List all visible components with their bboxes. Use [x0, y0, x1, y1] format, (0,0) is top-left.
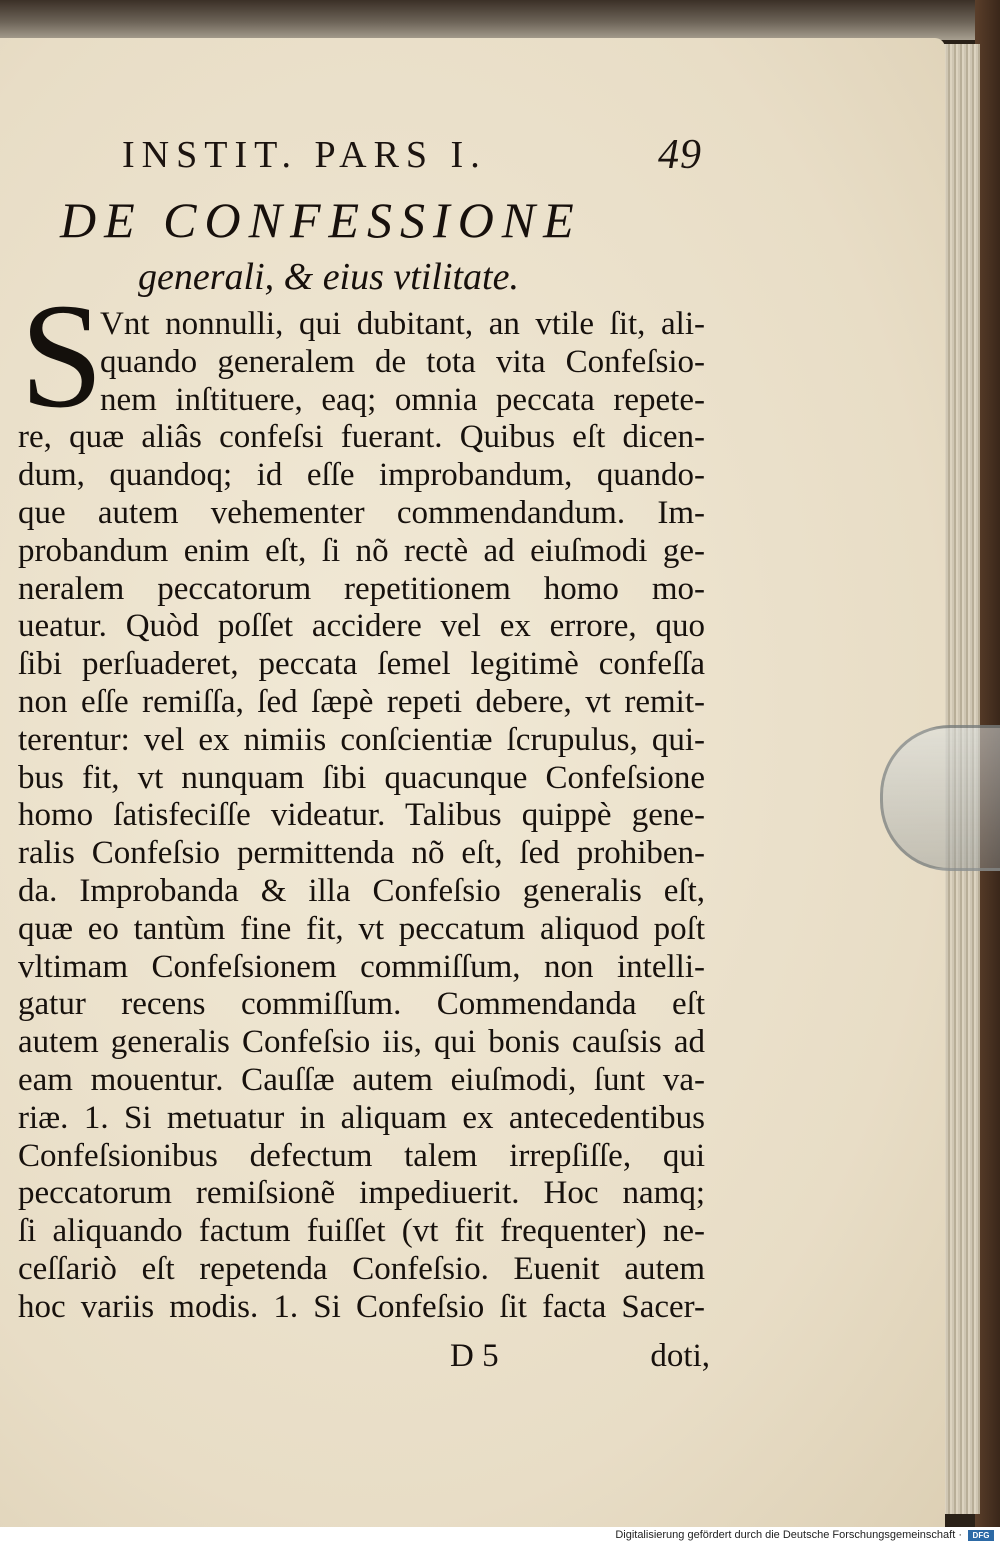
body-line: eam mouentur. Cauſſæ autem eiuſmodi, ſunt va-: [18, 1062, 705, 1098]
body-line: peccatorum remiſsionẽ impediuerit. Hoc namq;: [18, 1175, 705, 1212]
body-line: ueatur. Quòd poſſet accidere vel ex errore, quo: [18, 608, 705, 645]
chapter-subtitle: generali, & eius vtilitate.: [138, 256, 519, 298]
body-line: que autem vehementer commendandum. Im-: [18, 495, 705, 531]
body-line: ralis Confeſsio permittenda nõ eſt, ſed prohiben-: [18, 835, 705, 872]
body-line: ſi aliquando factum fuiſſet (vt fit frequenter) ne-: [18, 1213, 705, 1250]
running-head: [122, 133, 712, 183]
body-line: ceſſariò eſt repetenda Confeſsio. Euenit autem: [18, 1251, 705, 1287]
body-line: Confeſsionibus defectum talem irrepſiſſe, qui: [18, 1137, 705, 1174]
book-page: [0, 38, 945, 1527]
body-line: riæ. 1. Si metuatur in aliquam ex antecedentibus: [18, 1099, 705, 1136]
drop-cap-initial: S: [20, 273, 104, 439]
footer-credit: Digitalisierung gefördert durch die Deutsche Forschungsgemeinschaft ·: [615, 1529, 962, 1541]
body-line: neralem peccatorum repetitionem homo mo-: [18, 570, 705, 607]
body-line: nem inſtituere, eaq; omnia peccata repete-: [100, 381, 705, 418]
body-line: Vnt nonnulli, qui dubitant, an vtile ſit, ali-: [100, 306, 705, 342]
chapter-title: DE CONFESSIONE: [60, 192, 582, 248]
catchword-row: [440, 1338, 710, 1378]
body-line: bus fit, vt nunquam ſibi quacunque Confeſsione: [18, 759, 705, 796]
signature-mark: D 5: [450, 1338, 499, 1374]
book-top-edge: [0, 0, 1000, 40]
body-line: non eſſe remiſſa, ſed ſæpè repeti debere, vt remit-: [18, 684, 705, 720]
body-text: [0, 306, 720, 1406]
body-line: re, quæ aliâs confeſsi fuerant. Quibus eſt dicen-: [18, 419, 705, 456]
running-title: INSTIT. PARS I.: [122, 134, 487, 176]
body-line: quæ eo tantùm fine fit, vt peccatum aliquod poſt: [18, 910, 705, 947]
body-line: dum, quandoq; id eſſe improbandum, quando-: [18, 457, 705, 494]
body-line: vltimam Confeſsionem commiſſum, non intelli-: [18, 948, 705, 985]
body-line: quando generalem de tota vita Confeſsio-: [100, 343, 705, 380]
body-line: probandum enim eſt, ſi nõ rectè ad eiuſmodi ge-: [18, 532, 705, 569]
body-line: gatur recens commiſſum. Commendanda eſt: [18, 986, 705, 1023]
page-number: 49: [658, 132, 702, 178]
body-line: hoc variis modis. 1. Si Confeſsio ſit facta Sacer-: [18, 1288, 705, 1325]
body-line: terentur: vel ex nimiis conſcientiæ ſcrupulus, qui-: [18, 721, 705, 758]
dfg-logo: DFG: [968, 1530, 994, 1541]
body-line: ſibi perſuaderet, peccata ſemel legitimè confeſſa: [18, 646, 705, 683]
catchword: doti,: [650, 1338, 710, 1374]
body-line: da. Improbanda & illa Confeſsio generalis eſt,: [18, 873, 705, 909]
body-line: homo ſatisfeciſſe videatur. Talibus quippè gene-: [18, 797, 705, 834]
body-line: autem generalis Confeſsio iis, qui bonis cauſsis ad: [18, 1024, 705, 1061]
